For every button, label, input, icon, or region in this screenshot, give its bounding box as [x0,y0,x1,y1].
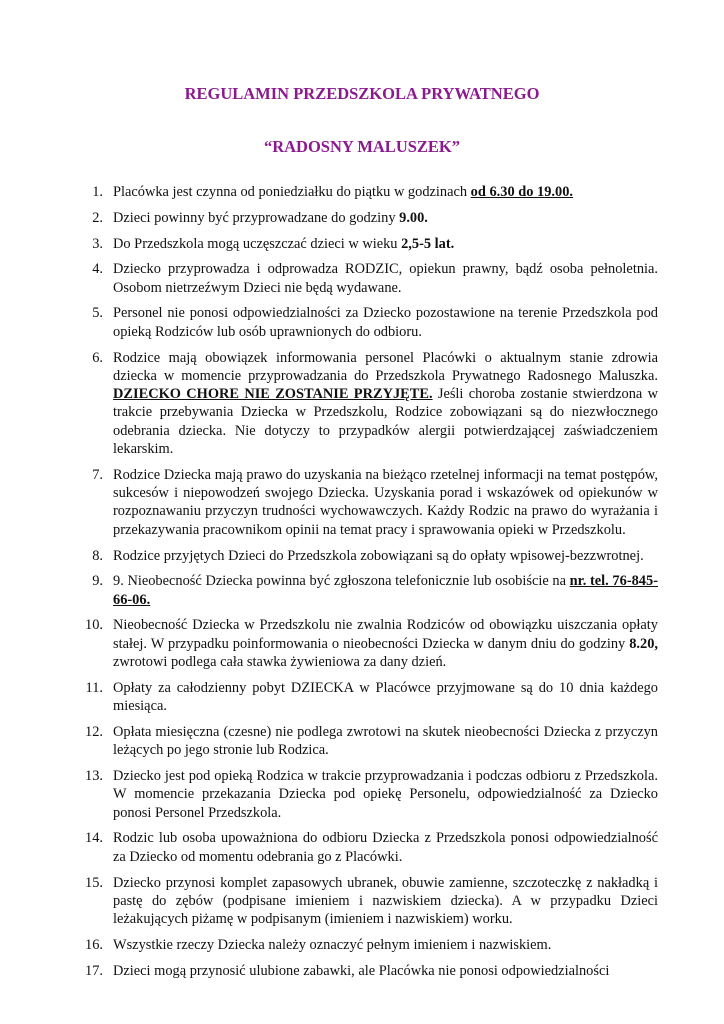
rule-text: Rodzice przyjętych Dzieci do Przedszkola zobowiązani są do opłaty wpisowej-bezzwrotnej. [113,547,644,564]
rule-item [84,723,658,760]
rule-item [84,616,658,671]
rule-text: Opłata miesięczna (czesne) nie podlega zwrotowi na skutek nieobecności Dziecka z przyczyn leżących po jego stronie lub Rodzica. [113,723,658,759]
rule-number: 9. [92,573,103,590]
rule-number: 8. [92,547,103,564]
rule-emphasis: 8.20, [629,635,658,652]
rule-item [84,260,658,297]
rule-number: 12. [85,723,103,740]
rule-text: Dzieci powinny być przyprowadzane do godziny [113,209,400,226]
rule-number: 4. [92,261,103,278]
rule-text: Rodzice Dziecka mają prawo do uzyskania na bieżąco rzetelnej informacji na temat postępów, sukcesów i niepowodzeń swojego Dziecka. Uzyskania porad i wskazówek od opiekunów w rozpoznawaniu przyczyn trudności wychowawczych. Każdy Rodzic na prawo do wyrażania i przekazywania pracownikom opinii na temat pracy i sprawowania opieki w Przedszkolu. [113,466,658,538]
rule-number: 1. [92,184,103,200]
rule-text: Dziecko przyprowadza i odprowadza RODZIC, opiekun prawny, bądź osoba pełnoletnia. Osobom nietrzeźwym Dzieci nie będą wydawane. [113,261,658,296]
rules-list [84,183,658,987]
rule-number: 16. [85,936,103,953]
rule-item [84,679,658,716]
rule-number: 6. [92,349,103,366]
phone-number: nr. tel. 76-845-66-06. [113,573,658,608]
rule-number: 7. [92,466,103,483]
rule-number: 10. [85,617,103,634]
rule-item [84,209,658,227]
rule-item [84,936,658,954]
rule-text: Dziecko jest pod opieką Rodzica w trakcie przyprowadzania i podczas odbioru z Przedszkola. W momencie przekazania Dziecka pod opiekę Personelu, odpowiedzialność za Dziecko ponosi Personel Przedszkola. [113,768,658,821]
rule-item [84,572,658,609]
rule-text: 9. Nieobecność Dziecka powinna być zgłoszona telefonicznie lub osobiście na [113,573,570,590]
rule-number: 17. [85,962,103,979]
rule-text: Wszystkie rzeczy Dziecka należy oznaczyć pełnym imieniem i nazwiskiem. [113,936,552,953]
rule-text: zwrotowi podlega cała stawka żywieniowa za dany dzień. [113,654,447,671]
rule-text: Rodzic lub osoba upoważniona do odbioru Dziecka z Przedszkola ponosi odpowiedzialność za Dziecko od momentu odebrania go z Placówki. [113,830,658,865]
rule-emphasis: od 6.30 do 19.00. [470,184,574,200]
rule-text: Rodzice mają obowiązek informowania personel Placówki o aktualnym stanie zdrowia dziecka w momencie przyprowadzania do Przedszkola Prywatnego Radosnego Maluszka. [113,349,658,384]
rule-item [84,547,658,565]
rule-item [84,829,658,866]
rule-item [84,183,658,201]
rule-number: 15. [85,874,103,891]
rule-emphasis: DZIECKO CHORE NIE ZOSTANIE PRZYJĘTE. [113,386,433,403]
rule-number: 5. [92,305,103,322]
rule-number: 11. [85,679,103,696]
rule-item [84,304,658,341]
rule-item [84,874,658,929]
rule-text: Placówka jest czynna od poniedziałku do piątku w godzinach [113,184,471,200]
rule-text: Nieobecność Dziecka w Przedszkolu nie zwalnia Rodziców od obowiązku uiszczania opłaty stałej. W przypadku poinformowania o nieobecności Dziecka w danym dniu do godziny [113,617,658,652]
rule-number: 13. [85,768,103,785]
rule-text: Personel nie ponosi odpowiedzialności za Dziecko pozostawione na terenie Przedszkola pod opieką Rodziców lub osób uprawnionych do odbioru. [113,305,658,340]
rule-number: 3. [92,235,103,252]
rule-item [84,466,658,539]
rule-item [84,349,658,459]
rule-emphasis: 9.00. [399,209,428,226]
rule-text: Opłaty za całodzienny pobyt DZIECKA w Placówce przyjmowane są do 10 dnia każdego miesiąca. [113,679,658,715]
rule-item [84,235,658,253]
document-subtitle: “RADOSNY MALUSZEK” [263,137,461,156]
rule-item [84,767,658,822]
rule-text: Do Przedszkola mogą uczęszczać dzieci w wieku [113,235,402,252]
rule-text: Dzieci mogą przynosić ulubione zabawki, ale Placówka nie ponosi odpowiedzialności [113,962,610,979]
rule-text: Dziecko przynosi komplet zapasowych ubranek, obuwie zamienne, szczoteczkę z nakładką i pastę do zębów (podpisane imieniem i nazwiskiem dziecka). A w przypadku Dzieci leżakujących piżamę w podpisanym (imieniem i nazwiskiem) worku. [113,874,658,928]
rule-item [84,962,658,980]
rule-text: Jeśli choroba zostanie stwierdzona w trakcie przebywania Dziecka w Przedszkolu, Rodzice zobowiązani są do niezwłocznego odebrania dziecka. Nie dotyczy to przypadków alergii potwierdzającej zaświadczeniem lekarskim. [113,386,658,458]
rule-emphasis: 2,5-5 lat. [401,235,455,252]
rule-number: 2. [92,209,103,226]
rule-number: 14. [85,830,103,847]
document-title: REGULAMIN PRZEDSZKOLA PRYWATNEGO [184,84,540,103]
